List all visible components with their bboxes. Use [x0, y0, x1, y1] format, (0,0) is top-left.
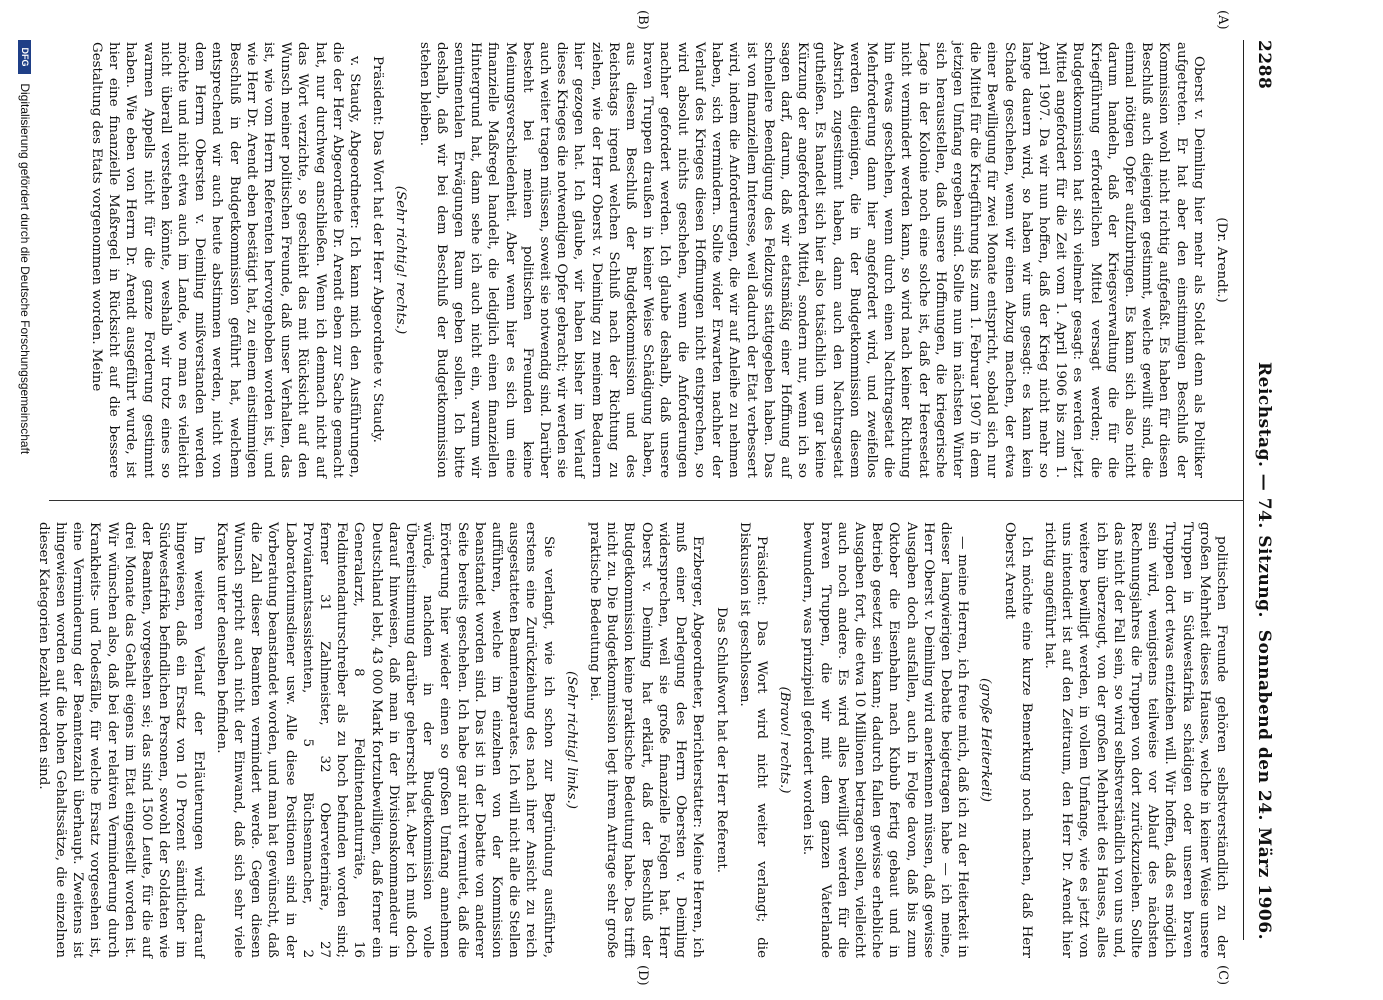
interjection: (große Heiterkeit) — [978, 678, 994, 802]
margin-marker-c: (C) — [1215, 965, 1230, 986]
margin-marker-b: (B) — [635, 10, 650, 30]
interjection: (Sehr richtig! links.) — [563, 671, 579, 809]
paragraph: Sie verlangt, wie ich schon zur Begründung ausführte, erstens eine Zurückziehung des nach ihrer Ansicht zu reich ausgestatteten Beamtenapparates. Ich will nicht alle die Stellen aufführen, welche im einzelnen von der Kommission beanstandet worden sind. Das ist in der Debatte von anderer Seite bereits geschehen. Ich habe gar nicht vermutet, daß die Erörterung hier wieder einen so großen Umfang annehmen würde, nachdem in der Budgetkommission volle Übereinstimmung darüber geherrscht hat. Aber ich muß doch darauf hinweisen, daß man in der Divisionskommandeur in Deutschland lebt, 43 000 Mark fortzubewilligen, daß ferner ein Generalarzt, 8 Feldintendanturräte, 16 Feldintendanturschreiber als zu hoch befunden worden sind; ferner 31 Zahlmeister, 32 Oberveterinäre, 27 Proviantamtsassistenten, 5 Büchsenmacher, 2 Laboratoriumsdiener usw. Alle diese Positionen sind in der Vorberatung beanstandet worden, und man hat gewünscht, daß die Zahl dieser Beamten vermindert werde. Gegen diesen Wunsch spricht auch nicht der Einwand, daß sich sehr viele Kranke unter denselben befinden. — [213, 522, 556, 958]
paragraph: Erzberger, Abgeordneter, Berichterstatter: Meine Herren, ich muß einer Darlegung des Herrn Obersten v. Deimling widersprechen, weil sie große finanzielle Folgen hat. Herr Oberst v. Deimling hat erklärt, daß der Beschluß der Budgetkommission keine praktische Bedeutung habe. Das trifft nicht zu. Die Budgetkommission legt ihrem Antrage sehr große praktische Bedeutung bei. — [587, 522, 706, 958]
page-number: 2288 — [1254, 40, 1274, 90]
page-footer — [18, 40, 32, 940]
paragraph: Oberst v. Deimling hier mehr als Soldat denn als Politiker aufgetreten. Er hat aber den einstimmigen Beschluß der Kommission wohl nicht richtig aufgefaßt. Es haben für diesen Beschluß auch diejenigen gestimmt, welche gewillt sind, die einmal nötigen Opfer aufzubringen. Es kann sich also nicht darum handeln, daß der Kriegsverwaltung die für die Kriegführung erforderlichen Mittel versagt werden; die Budgetkommission hat sich vielmehr gesagt: es werden jetzt Mittel angefordert für die Zeit vom 1. April 1906 bis zum 1. April 1907. Da wir nun hoffen, daß der Krieg nicht mehr so lange dauern wird, so haben wir uns gesagt: es kann kein Schade geschehen, wenn wir einen Abzug machen, der etwa einer Bewilligung für zwei Monate entspricht, sobald sich nur die Mittel für die Kriegführung bis zum 1. Februar 1907 in dem jetzigen Umfang ergeben sind. Sollte nun im nächsten Winter sich herausstellen, daß unsere Hoffnungen, die kriegerische Lage in der Kolonie noch eine solche ist, daß der Heeresetat nicht vermindert werden kann, so wird nach keiner Richtung hin etwas geschehen, wenn durch einen Nachtragsetat die Mehrforderung dann hier angefordert wird, und zweifellos werden diejenigen, die in der Budgetkommission diesem Abstrich zugestimmt haben, dann auch den Nachtragsetat gutheißen. Es handelt sich hier also tatsächlich um gar keine Kürzung der angeforderten Mittel, sondern nur, wenn ich so sagen darf, darum, daß wir etatsmäßig einer Hoffnung auf schnellere Beendigung des Feldzugs stattgegeben haben. Das ist von finanziellem Interesse, weil dadurch der Etat verbessert wird, indem die Anforderungen, die wir auf Anleihe zu nehmen haben, sich vermindern. Sollte wider Erwarten nachher der Verlauf des Krieges diesen Hoffnungen nicht entsprechen, so wird absolut nichts geschehen, wenn die Anforderungen nachher gefordert werden. Ich glaube deshalb, daß unsere braven Truppen draußen in keiner Weise Schädigung haben, aus diesem Beschluß der Budgetkommission und des Reichstags irgend welchen Schluß nach der Richtung zu ziehen, wie der Herr Oberst v. Deimling zu meinem Bedauern hier gezogen hat. Ich glaube, wir haben bisher im Verlauf dieses Krieges die notwendigen Opfer gebracht; wir werden sie auch weiter tragen müssen, soweit sie notwendig sind. Darüber besteht bei meinen politischen Freunden keine Meinungsverschiedenheit. Aber wenn hier es sich um eine finanzielle Maßregel handelt, die lediglich einen finanziellen Hintergrund hat, dann sehe ich auch nicht ein, warum wir sentimentalen Erwägungen Raum geben sollen. Ich bitte deshalb, daß wir bei dem Beschluß der Budgetkommission stehen bleiben. — [416, 42, 1206, 478]
paragraph: Präsident: Das Wort wird nicht weiter verlangt; die Diskussion ist geschlossen. — [736, 522, 769, 958]
left-column — [82, 42, 1230, 478]
header-rule — [1243, 40, 1244, 940]
paragraph: Präsident: Das Wort hat der Herr Abgeordnete v. Staudy. — [370, 56, 386, 443]
paragraph: (Dr. Arendt.) — [1214, 217, 1229, 303]
paragraph: Im weiteren Verlauf der Erläuterungen wird darauf hingewiesen, daß ein Ersatz von 10 Prozent sämtlicher im Südwestafrika befindlichen Personen, sowohl der Soldaten wie der Beamten, vorgesehen sei; das sind 1500 Leute, für die auf drei Monate das Gehalt eigens im Etat eingestellt worden ist. Wir wünschen also, daß bei der relativen Verminderung durch Krankheits- und Todesfälle, für welche Ersatz vorgesehen ist, eine Verminderung der Beamtenzahl überhaupt. Zweitens ist hingewiesen worden auf die hohen Gehaltssätze, die einzelnen dieser Kategorien bezahlt worden sind. — [35, 522, 206, 958]
interjection: (Bravo! rechts.) — [777, 686, 793, 794]
margin-marker-d: (D) — [635, 965, 650, 986]
margin-marker-a: (A) — [1215, 10, 1230, 30]
dfg-logo: DFG — [18, 40, 31, 74]
page-date: Sonnabend den 24. März 1906. — [1254, 629, 1274, 940]
funding-note: Digitalisierung gefördert durch die Deutsche Forschungsgemeinschaft — [18, 83, 32, 455]
column-divider — [49, 500, 1244, 501]
paragraph: Ich möchte eine kurze Bemerkung noch machen, daß Herr Oberst Arendt — [1001, 522, 1034, 958]
right-column — [29, 522, 1230, 958]
paragraph: politischen Freunde gehören selbstverständlich zu der großen Mehrheit dieses Hauses, welche in keiner Weise unsere Truppen in Südwestafrika schädigen oder unseren braven Truppen dort etwas entziehen will. Wir hoffen, daß es möglich sein wird, wenigstens teilweise vor Ablauf des nächsten Rechnungsjahres die Truppen von dort zurückzuziehen. Sollte das nicht der Fall sein, so wird selbstverständlich von uns und, ich bin überzeugt, von der großen Mehrheit des Hauses, alles weitere bewilligt werden, in vollem Umfange, wie es jetzt von uns intendiert ist auf den Zeitraum, den Herr Dr. Arendt hier richtig angeführt hat. — [1041, 522, 1229, 958]
interjection: (Sehr richtig! rechts.) — [393, 185, 409, 335]
page-title: Reichstag. — 74. Sitzung. — [1254, 362, 1274, 618]
page-header — [1244, 40, 1274, 940]
paragraph: — meine Herren, ich freue mich, daß ich zu der Heiterkeit in dieser langwierigen Debatte beigetragen habe — ich meine, Herr Oberst v. Deimling wird anerkennen müssen, daß gewisse Ausgaben doch ausfallen, auch in Folge davon, daß bis zum Oktober die Eisenbahn nach Kubub fertig gebaut und in Betrieb gesetzt sein kann; dadurch fallen gewisse erhebliche Ausgaben fort, die etwa 10 Millionen betragen sollen, vielleicht auch noch andere. Es wird alles bewilligt werden für die braven Truppen, die wir mit dem ganzen Vaterlande bewundern, was prinzipiell gefordert worden ist. — [800, 522, 971, 958]
paragraph: Das Schlußwort hat der Herr Referent. — [713, 606, 729, 874]
paragraph: v. Staudy, Abgeordneter: Ich kann mich den Ausführungen, die der Herr Abgeordnete Dr. Arendt eben zur Sache gemacht hat, nur durchweg anschließen. Wenn ich demnach nicht auf das Wort verzichte, so geschieht das mit Rücksicht auf den Wunsch meiner politischen Freunde, daß unser Verhalten, das ist, wie vom Herrn Referenten hervorgehoben worden ist, und wie Herr Dr. Arendt eben bestätigt hat, zu einem einstimmigen Beschluß in der Budgetkommission geführt hat, welchem entsprechend wir auch heute abstimmen werden, nicht von dem Herrn Obersten v. Deimling mißverstanden werden möchte und nicht etwa auch im Lande, wo man es vielleicht nicht überall verstehen könnte, weshalb wir trotz eines so warmen Appells nicht für die ganze Forderung gestimmt haben. Wie eben von Herrn Dr. Arendt ausgeführt wurde, ist hier eine finanzielle Maßregel in Rücksicht auf die bessere Gestaltung des Etats vorgenommen worden. Meine — [89, 42, 363, 478]
